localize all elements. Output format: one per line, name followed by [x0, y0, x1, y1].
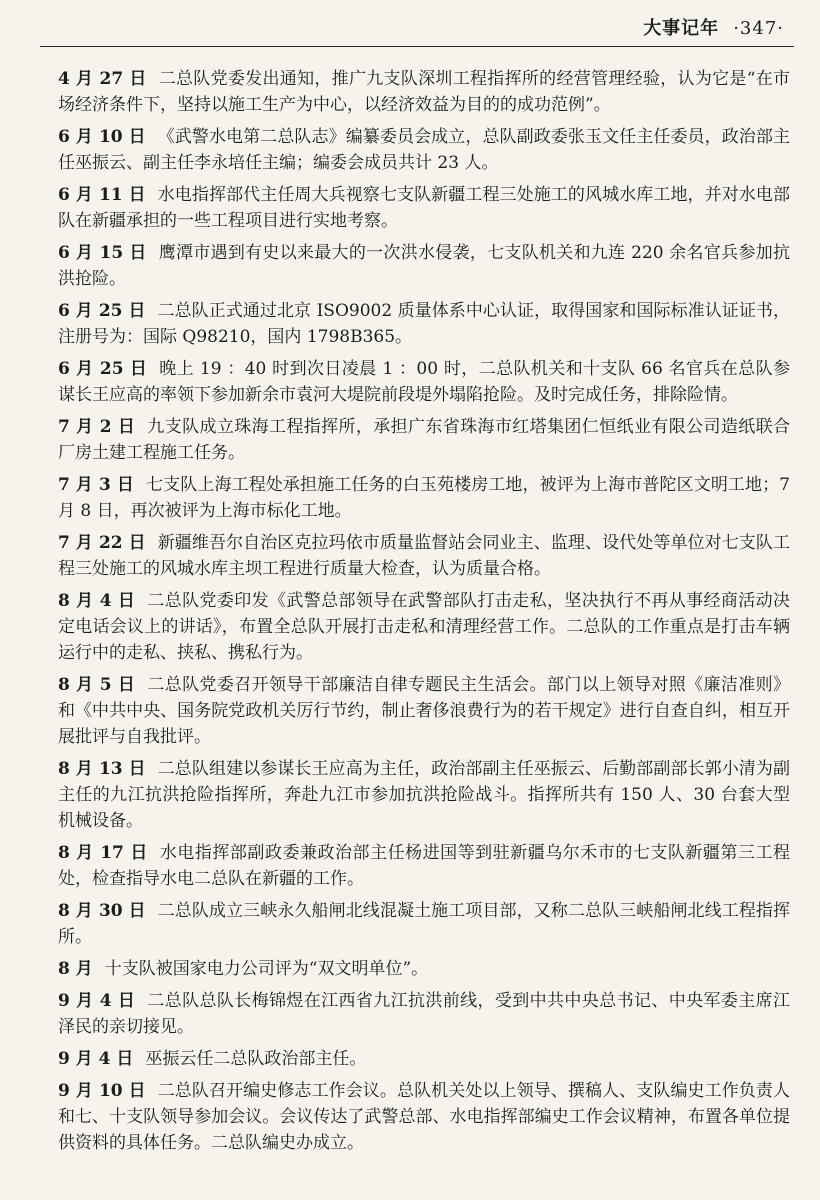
entry-text: 九支队成立珠海工程指挥所，承担广东省珠海市红塔集团仁恒纸业有限公司造纸联合厂房土建工程施工任务。 — [58, 417, 790, 463]
chronicle-entry — [58, 240, 790, 292]
entry-date: 8 月 4 日 — [58, 591, 136, 611]
chronicle-entry — [58, 124, 790, 176]
entry-date: 4 月 27 日 — [58, 69, 147, 89]
section-title: 大事记年 — [643, 18, 720, 39]
chronicle-entry — [58, 840, 790, 892]
entry-date: 7 月 22 日 — [58, 533, 146, 553]
chronicle-entry — [58, 756, 790, 834]
header-rule — [40, 46, 794, 47]
entry-date: 8 月 13 日 — [58, 759, 146, 779]
chronicle-entries — [58, 66, 790, 1162]
entry-date: 9 月 4 日 — [58, 1049, 134, 1069]
page-number: ·347· — [733, 18, 784, 39]
chronicle-entry — [58, 588, 790, 666]
entry-text: 水电指挥部副政委兼政治部主任杨进国等到驻新疆乌尔禾市的七支队新疆第三工程处，检查指导水电二总队在新疆的工作。 — [58, 843, 790, 889]
entry-date: 9 月 4 日 — [58, 991, 136, 1011]
entry-text: 二总队党委印发《武警总部领导在武警部队打击走私，坚决执行不再从事经商活动决定电话会议上的讲话》，布置全总队开展打击走私和清理经营工作。二总队的工作重点是打击车辆运行中的走私、挟私、携私行为。 — [58, 591, 790, 663]
entry-date: 6 月 10 日 — [58, 127, 146, 147]
chronicle-entry — [58, 988, 790, 1040]
entry-date: 6 月 11 日 — [58, 185, 146, 205]
entry-date: 8 月 17 日 — [58, 843, 148, 863]
chronicle-entry — [58, 66, 790, 118]
entry-text: 二总队组建以参谋长王应高为主任，政治部副主任巫振云、后勤部副部长郭小清为副主任的九江抗洪抢险指挥所，奔赴九江市参加抗洪抢险战斗。指挥所共有 150 人、30 台套大型机械设备。 — [58, 759, 790, 831]
entry-text: 晚上 19 ：40 时到次日凌晨 1 ：00 时，二总队机关和十支队 66 名官兵在总队参谋长王应高的率领下参加新余市袁河大堤院前段堤外塌陷抢险。及时完成任务，排除险情。 — [58, 359, 790, 405]
chronicle-entry — [58, 672, 790, 750]
entry-date: 6 月 15 日 — [58, 243, 147, 263]
entry-text: 二总队召开编史修志工作会议。总队机关处以上领导、撰稿人、支队编史工作负责人和七、十支队领导参加会议。会议传达了武警总部、水电指挥部编史工作会议精神，布置各单位提供资料的具体任务。二总队编史办成立。 — [58, 1081, 790, 1153]
entry-date: 6 月 25 日 — [58, 359, 148, 379]
chronicle-entry — [58, 182, 790, 234]
chronicle-entry — [58, 1046, 790, 1072]
entry-date: 6 月 25 日 — [58, 301, 146, 321]
entry-date: 8 月 5 日 — [58, 675, 136, 695]
entry-text: 二总队党委召开领导干部廉洁自律专题民主生活会。部门以上领导对照《廉洁准则》和《中共中央、国务院党政机关厉行节约，制止奢侈浪费行为的若干规定》进行自查自纠，相互开展批评与自我批评。 — [58, 675, 790, 747]
chronicle-entry — [58, 472, 790, 524]
chronicle-entry — [58, 530, 790, 582]
entry-text: 七支队上海工程处承担施工任务的白玉苑楼房工地，被评为上海市普陀区文明工地；7 月 8 日，再次被评为上海市标化工地。 — [58, 475, 790, 521]
entry-text: 二总队正式通过北京 ISO9002 质量体系中心认证，取得国家和国际标准认证证书，注册号为：国际 Q98210，国内 1798B365。 — [58, 301, 790, 347]
entry-text: 鹰潭市遇到有史以来最大的一次洪水侵袭，七支队机关和九连 220 余名官兵参加抗洪抢险。 — [58, 243, 790, 289]
chronicle-entry — [58, 414, 790, 466]
chronicle-entry — [58, 956, 790, 982]
entry-text: 二总队党委发出通知，推广九支队深圳工程指挥所的经营管理经验，认为它是“在市场经济条件下，坚持以施工生产为中心，以经济效益为目的的成功范例”。 — [58, 69, 790, 115]
chronicle-entry — [58, 898, 790, 950]
entry-text: 二总队成立三峡永久船闸北线混凝土施工项目部，又称二总队三峡船闸北线工程指挥所。 — [58, 901, 790, 947]
entry-date: 9 月 10 日 — [58, 1081, 146, 1101]
entry-text: 新疆维吾尔自治区克拉玛依市质量监督站会同业主、监理、设代处等单位对七支队工程三处施工的风城水库主坝工程进行质量大检查，认为质量合格。 — [58, 533, 790, 579]
chronicle-entry — [58, 356, 790, 408]
entry-date: 7 月 2 日 — [58, 417, 136, 437]
running-head — [643, 14, 784, 40]
entry-date: 8 月 — [58, 959, 93, 979]
entry-date: 7 月 3 日 — [58, 475, 134, 495]
chronicle-entry — [58, 1078, 790, 1156]
entry-text: 水电指挥部代主任周大兵视察七支队新疆工程三处施工的风城水库工地，并对水电部队在新疆承担的一些工程项目进行实地考察。 — [58, 185, 790, 231]
entry-text: 巫振云任二总队政治部主任。 — [145, 1049, 367, 1069]
entry-date: 8 月 30 日 — [58, 901, 146, 921]
entry-text: 《武警水电第二总队志》编纂委员会成立，总队副政委张玉文任主任委员，政治部主任巫振云、副主任李永培任主编；编委会成员共计 23 人。 — [58, 127, 790, 173]
chronicle-entry — [58, 298, 790, 350]
entry-text: 十支队被国家电力公司评为“双文明单位”。 — [104, 959, 429, 979]
entry-text: 二总队总队长梅锦煜在江西省九江抗洪前线，受到中共中央总书记、中央军委主席江泽民的亲切接见。 — [58, 991, 790, 1037]
